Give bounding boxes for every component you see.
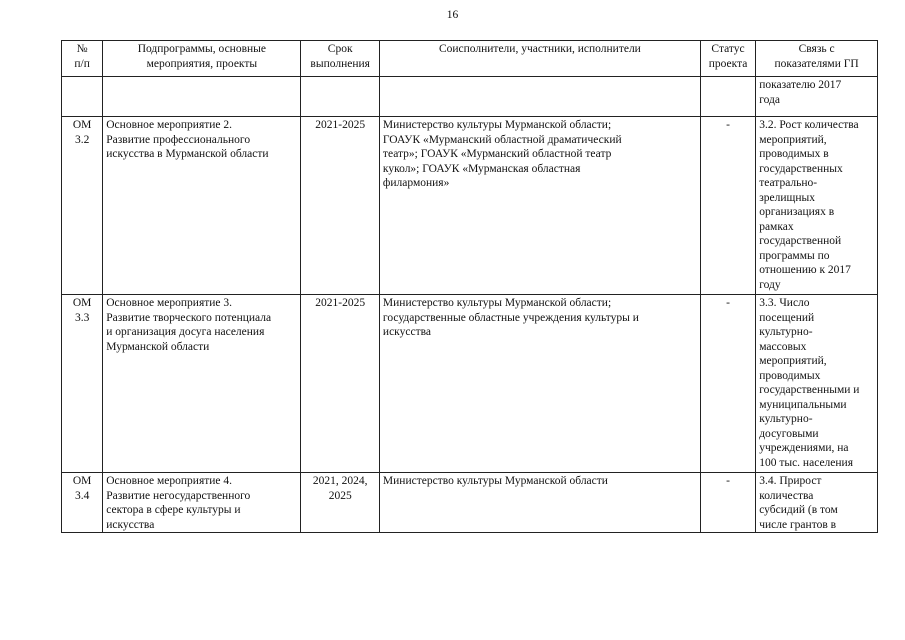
- term-cell: [301, 473, 379, 533]
- table-row-continuation: [62, 77, 878, 117]
- link-line: 3.2. Рост количества: [759, 119, 859, 131]
- table-cell: [301, 77, 379, 117]
- link-line: государственной: [759, 235, 842, 247]
- number-line: 3.3: [74, 311, 90, 324]
- link-line: учреждениями, на: [759, 442, 849, 454]
- row-number-cell: [62, 295, 103, 473]
- term-cell: [301, 117, 379, 295]
- link-line: массовых: [759, 340, 807, 353]
- number-line: 3.4: [74, 489, 90, 502]
- activity-name-cell: [103, 473, 301, 533]
- link-line: показателю 2017: [759, 79, 842, 91]
- link-cell: [756, 117, 878, 295]
- link-cell: [756, 295, 878, 473]
- name-line: Основное мероприятие 3.: [106, 297, 233, 309]
- link-line: отношению к 2017: [759, 264, 851, 276]
- name-line: искусства в Мурманской области: [106, 148, 269, 160]
- executors-line: ГОАУК «Мурманский областной драматический: [382, 133, 622, 146]
- header-cell-term: [301, 41, 379, 77]
- header-line: выполнения: [310, 57, 370, 70]
- header-line: Соисполнители, участники, исполнители: [438, 43, 641, 55]
- link-line: года: [759, 93, 781, 106]
- term-line: 2021-2025: [315, 297, 366, 309]
- page-number: 16: [446, 9, 459, 21]
- term-line: 2021-2025: [315, 119, 366, 131]
- link-line: зрелищных: [759, 191, 815, 204]
- executors-line: искусства: [382, 326, 431, 338]
- link-line: мероприятий,: [759, 133, 827, 146]
- header-cell-executors: [379, 41, 700, 77]
- name-line: Основное мероприятие 4.: [106, 475, 233, 487]
- table-cell: [62, 77, 103, 117]
- header-line: показателями ГП: [774, 57, 859, 70]
- name-line: Мурманской области: [106, 340, 210, 353]
- executors-line: Министерство культуры Мурманской области;: [382, 119, 612, 131]
- name-line: искусства: [106, 518, 155, 531]
- name-line: и организация досуга населения: [106, 326, 265, 338]
- link-line: театрально-: [759, 177, 818, 189]
- executors-line: филармония»: [382, 177, 450, 189]
- executors-cell: [379, 473, 700, 533]
- executors-line: Министерство культуры Мурманской области;: [382, 297, 612, 309]
- status-cell: -: [700, 473, 755, 533]
- number-line: ОМ: [72, 119, 92, 131]
- header-line: проекта: [708, 57, 748, 70]
- table-cell: [103, 77, 301, 117]
- header-line: Срок: [327, 43, 353, 55]
- link-line: году: [759, 278, 781, 291]
- activity-name-cell: [103, 117, 301, 295]
- header-cell-status: [700, 41, 755, 77]
- name-line: Развитие негосударственного: [106, 489, 251, 502]
- number-line: 3.2: [74, 133, 90, 146]
- header-cell-link: [756, 41, 878, 77]
- header-line: №: [76, 43, 88, 55]
- header-line: п/п: [74, 57, 90, 70]
- status-cell: -: [700, 295, 755, 473]
- link-cell: [756, 473, 878, 533]
- table-cell: [379, 77, 700, 117]
- link-line: государственных: [759, 162, 843, 175]
- executors-line: театр»; ГОАУК «Мурманский областной театр: [382, 148, 612, 160]
- link-line: 100 тыс. населения: [759, 456, 853, 469]
- status-cell: -: [700, 117, 755, 295]
- term-line: 2025: [328, 489, 352, 502]
- table-row: [62, 117, 878, 295]
- link-line: организациях в: [759, 206, 835, 218]
- executors-line: Министерство культуры Мурманской области: [382, 475, 608, 487]
- header-line: Статус: [711, 43, 745, 55]
- header-line: Подпрограммы, основные: [137, 43, 266, 55]
- name-line: Основное мероприятие 2.: [106, 119, 233, 131]
- link-line: субсидий (в том: [759, 504, 838, 516]
- executors-line: кукол»; ГОАУК «Мурманская областная: [382, 162, 581, 175]
- table-header-row: [62, 41, 878, 77]
- header-cell-programs: [103, 41, 301, 77]
- link-line: культурно-: [759, 413, 813, 425]
- header-cell-number: [62, 41, 103, 77]
- link-line: программы по: [759, 249, 830, 262]
- link-line: проводимых: [759, 369, 821, 382]
- header-line: мероприятия, проекты: [146, 57, 258, 70]
- name-line: Развитие профессионального: [106, 133, 251, 146]
- link-line: посещений: [759, 311, 815, 324]
- row-number-cell: [62, 117, 103, 295]
- link-line: муниципальными: [759, 398, 847, 411]
- name-line: сектора в сфере культуры и: [106, 504, 241, 516]
- link-line: мероприятий,: [759, 355, 827, 367]
- executors-cell: [379, 117, 700, 295]
- link-line: проводимых в: [759, 148, 829, 160]
- name-line: Развитие творческого потенциала: [106, 311, 272, 324]
- link-line: государственными и: [759, 384, 860, 396]
- link-line: культурно-: [759, 326, 813, 338]
- link-line: числе грантов в: [759, 518, 837, 531]
- term-cell: [301, 295, 379, 473]
- header-line: Связь с: [798, 43, 835, 55]
- number-line: ОМ: [72, 297, 92, 309]
- table-row: [62, 295, 878, 473]
- link-line: количества: [759, 489, 814, 502]
- link-line: 3.4. Прирост: [759, 475, 822, 487]
- row-number-cell: [62, 473, 103, 533]
- executors-cell: [379, 295, 700, 473]
- table-cell: [700, 77, 755, 117]
- link-line: досуговыми: [759, 427, 819, 440]
- link-line: 3.3. Число: [759, 297, 810, 309]
- table-row: [62, 473, 878, 533]
- program-table: [61, 40, 878, 533]
- link-cell: [756, 77, 878, 117]
- activity-name-cell: [103, 295, 301, 473]
- number-line: ОМ: [72, 475, 92, 487]
- executors-line: государственные областные учреждения культуры и: [382, 311, 639, 324]
- term-line: 2021, 2024,: [312, 475, 368, 487]
- link-line: рамках: [759, 220, 794, 233]
